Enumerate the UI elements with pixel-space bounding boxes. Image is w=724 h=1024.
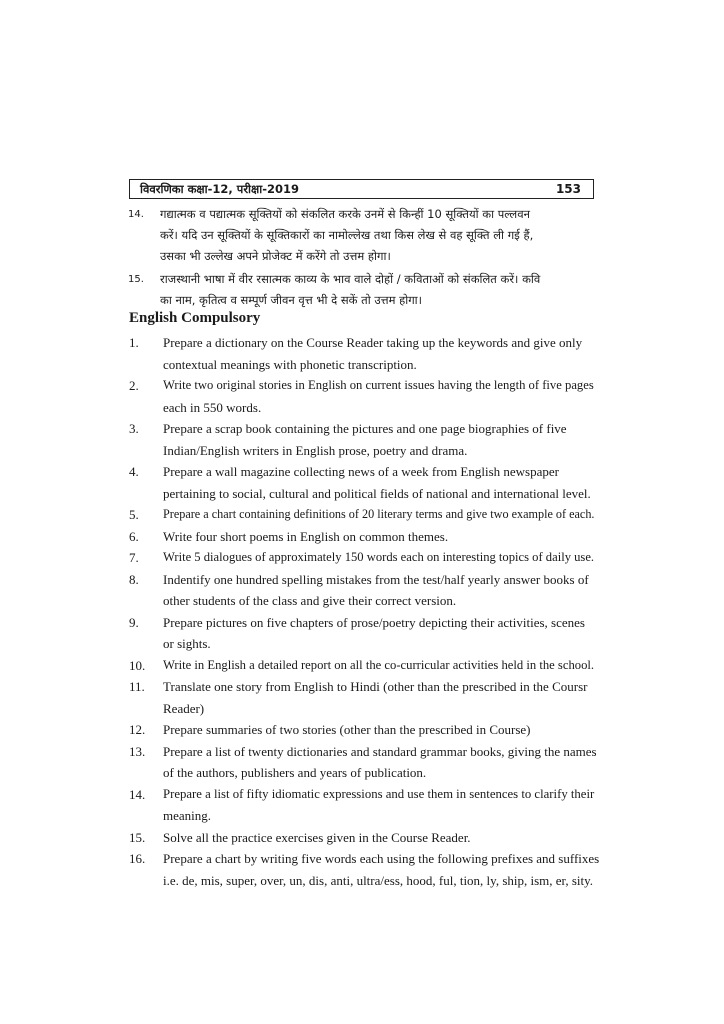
list-item [129, 332, 599, 375]
item-number: 2. [129, 378, 139, 393]
page-header [129, 179, 594, 199]
item-number: 13. [129, 743, 146, 759]
item-text-line: meaning. [163, 808, 212, 823]
item-text-line: Prepare a chart by writing five words each using the following prefixes and suffixes [163, 851, 600, 866]
list-item [129, 375, 599, 418]
item-number: 8. [129, 571, 139, 587]
item-number: 10. [129, 657, 146, 673]
item-text-line: Prepare a chart containing definitions of 20 literary terms and give two example of each. [163, 507, 595, 521]
item-text-line: pertaining to social, cultural and political fields of national and international level. [163, 485, 591, 501]
item-number: 6. [129, 528, 139, 544]
list-item [129, 741, 599, 784]
list-item [129, 676, 599, 719]
item-text-line: Write 5 dialogues of approximately 150 words each on interesting topics of daily use. [163, 550, 595, 564]
item-text-line: Prepare pictures on five chapters of prose/poetry depicting their activities, scenes [163, 614, 585, 630]
item-text-line: other students of the class and give their correct version. [163, 593, 457, 608]
item-number: 15. [128, 274, 144, 285]
item-text-line: Write in English a detailed report on all the co-curricular activities held in the school. [163, 657, 595, 672]
item-number: 1. [129, 335, 139, 350]
item-text-line: Write four short poems in English on common themes. [163, 528, 449, 544]
item-text-line: Indentify one hundred spelling mistakes from the test/half yearly answer books of [163, 571, 589, 587]
item-text-line: गद्यात्मक व पद्यात्मक सूक्तियों को संकलित करके उनमें से किन्हीं 10 सूक्तियों का पल्लवन [160, 207, 531, 221]
item-text-line: करें। यदि उन सूक्तियों के सूक्तिकारों का नामोल्लेख तथा किस लेख से वह सूक्ति ली गई हैं, [160, 228, 534, 242]
item-number: 14. [129, 786, 146, 802]
item-number: 3. [129, 421, 139, 436]
item-text-line: each in 550 words. [163, 399, 262, 415]
item-text-line: का नाम, कृतित्व व सम्पूर्ण जीवन वृत्त भी दे सकें तो उत्तम होगा। [160, 293, 423, 307]
item-text-line: Prepare a scrap book containing the pictures and one page biographies of five [163, 421, 567, 436]
list-item [129, 827, 599, 849]
item-text-line: Prepare a list of fifty idiomatic expressions and use them in sentences to clarify their [163, 786, 595, 801]
item-number: 9. [129, 614, 139, 630]
list-item [129, 784, 599, 827]
item-number: 11. [129, 679, 145, 694]
item-text-line: Reader) [163, 700, 205, 716]
item-text-line: i.e. de, mis, super, over, un, dis, anti, ultra/ess, hood, ful, tion, ly, ship, ism, er, sity. [163, 872, 594, 888]
list-item [129, 655, 599, 677]
section-heading: English Compulsory [129, 310, 261, 326]
item-text-line: राजस्थानी भाषा में वीर रसात्मक काव्य के भाव वाले दोहों / कविताओं को संकलित करें। कवि [160, 272, 541, 286]
list-item [129, 504, 599, 526]
item-text-line: Prepare a wall magazine collecting news of a week from English newspaper [163, 464, 559, 479]
item-number: 7. [129, 550, 139, 565]
english-project-list [129, 332, 599, 891]
item-text-line: Indian/English writers in English prose, poetry and drama. [163, 442, 468, 458]
list-item [129, 461, 599, 504]
item-number: 15. [129, 829, 146, 845]
hindi-item [129, 269, 599, 311]
list-item [129, 547, 599, 569]
item-text-line: of the authors, publishers and years of publication. [163, 765, 427, 780]
list-item [129, 526, 599, 548]
list-item [129, 418, 599, 461]
item-text-line: Prepare summaries of two stories (other than the prescribed in Course) [163, 722, 531, 737]
item-text-line: Prepare a list of twenty dictionaries and standard grammar books, giving the names [163, 743, 597, 759]
item-number: 4. [129, 464, 139, 479]
item-text-line: Solve all the practice exercises given in the Course Reader. [163, 829, 471, 845]
header-title: विवरणिका कक्षा-12, परीक्षा-2019 [140, 181, 299, 196]
list-item [129, 719, 599, 741]
item-number: 5. [129, 507, 139, 522]
item-text-line: Write two original stories in English on current issues having the length of five pages [163, 378, 594, 392]
item-text-line: Translate one story from English to Hindi (other than the prescribed in the Coursr [163, 679, 588, 694]
item-text-line: Prepare a dictionary on the Course Reader taking up the keywords and give only [163, 335, 583, 350]
item-text-line: contextual meanings with phonetic transcription. [163, 356, 417, 372]
item-number: 12. [129, 722, 146, 737]
list-item [129, 848, 599, 891]
list-item [129, 612, 599, 655]
page-number: 153 [555, 182, 581, 196]
hindi-item [129, 204, 599, 267]
item-text-line: or sights. [163, 636, 211, 651]
item-number: 14. [128, 209, 144, 220]
item-text-line: उसका भी उल्लेख अपने प्रोजेक्ट में करेंगे तो उत्तम होगा। [160, 249, 391, 263]
item-number: 16. [129, 851, 146, 866]
list-item [129, 569, 599, 612]
